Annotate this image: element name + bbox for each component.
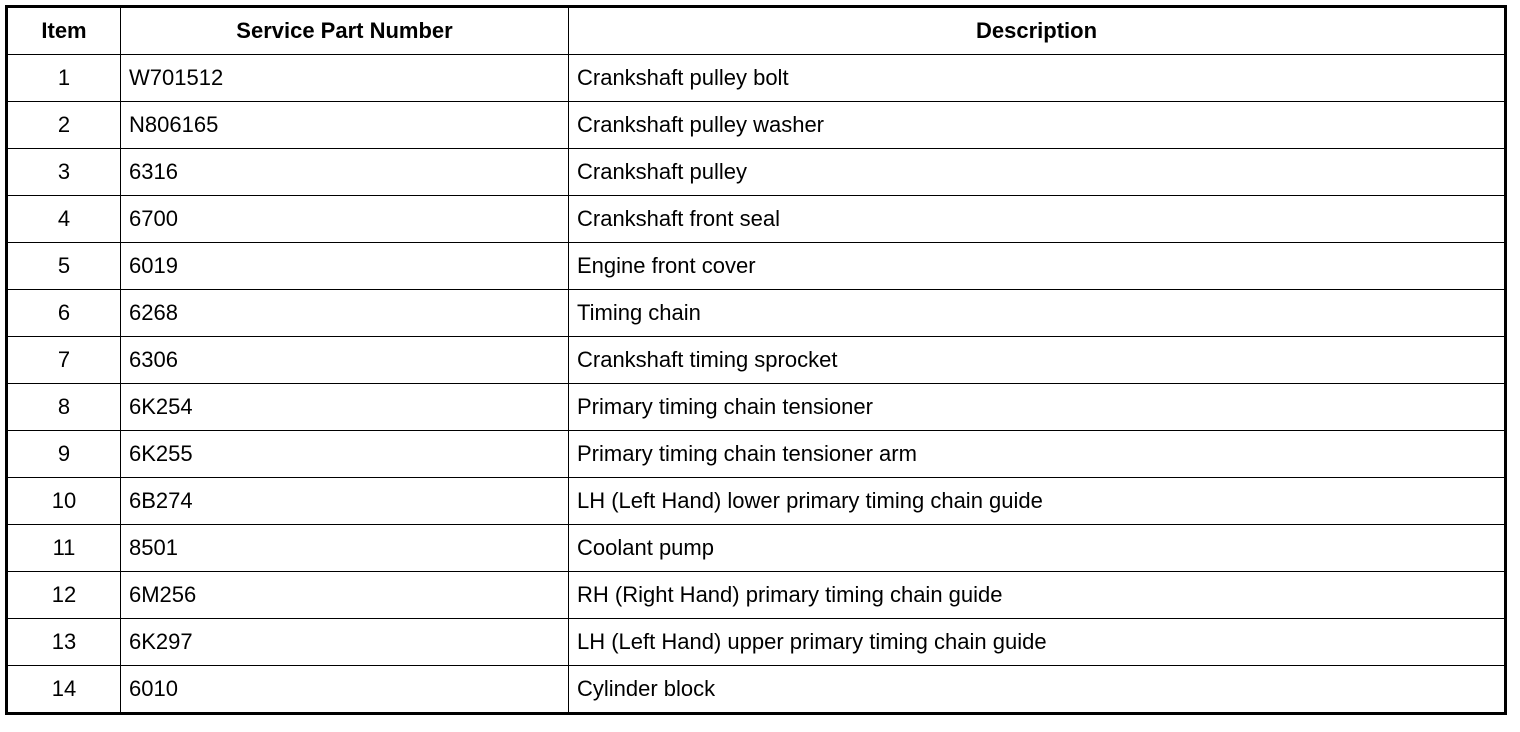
item-number: 10 xyxy=(7,478,121,525)
part-number: 6010 xyxy=(121,666,569,714)
part-description: Crankshaft timing sprocket xyxy=(569,337,1506,384)
part-description: LH (Left Hand) lower primary timing chain guide xyxy=(569,478,1506,525)
part-description: Crankshaft pulley xyxy=(569,149,1506,196)
part-description: Engine front cover xyxy=(569,243,1506,290)
part-number: 6K297 xyxy=(121,619,569,666)
part-number: 6K254 xyxy=(121,384,569,431)
part-number: 6B274 xyxy=(121,478,569,525)
item-number: 14 xyxy=(7,666,121,714)
table-row xyxy=(7,666,1506,714)
item-number: 12 xyxy=(7,572,121,619)
item-number: 4 xyxy=(7,196,121,243)
table-row xyxy=(7,55,1506,102)
table-row xyxy=(7,149,1506,196)
part-description: Crankshaft front seal xyxy=(569,196,1506,243)
part-description: RH (Right Hand) primary timing chain guide xyxy=(569,572,1506,619)
part-number: 6M256 xyxy=(121,572,569,619)
item-number: 5 xyxy=(7,243,121,290)
item-number: 7 xyxy=(7,337,121,384)
part-description: Cylinder block xyxy=(569,666,1506,714)
table-row xyxy=(7,525,1506,572)
table-row xyxy=(7,478,1506,525)
table-row xyxy=(7,290,1506,337)
item-number: 3 xyxy=(7,149,121,196)
part-number: W701512 xyxy=(121,55,569,102)
item-number: 2 xyxy=(7,102,121,149)
item-number: 9 xyxy=(7,431,121,478)
part-number: 6316 xyxy=(121,149,569,196)
part-description: Crankshaft pulley washer xyxy=(569,102,1506,149)
header-row xyxy=(7,7,1506,55)
table-header xyxy=(7,7,1506,55)
table-row xyxy=(7,243,1506,290)
item-number: 8 xyxy=(7,384,121,431)
table-row xyxy=(7,102,1506,149)
part-number: 6268 xyxy=(121,290,569,337)
part-number: 6K255 xyxy=(121,431,569,478)
table-row xyxy=(7,619,1506,666)
header-item: Item xyxy=(7,7,121,55)
part-description: Coolant pump xyxy=(569,525,1506,572)
part-number: 6306 xyxy=(121,337,569,384)
part-number: N806165 xyxy=(121,102,569,149)
item-number: 6 xyxy=(7,290,121,337)
part-description: Primary timing chain tensioner xyxy=(569,384,1506,431)
table-row xyxy=(7,431,1506,478)
part-description: Crankshaft pulley bolt xyxy=(569,55,1506,102)
part-description: Primary timing chain tensioner arm xyxy=(569,431,1506,478)
part-description: Timing chain xyxy=(569,290,1506,337)
table-row xyxy=(7,196,1506,243)
service-parts-table xyxy=(5,5,1507,715)
header-description: Description xyxy=(569,7,1506,55)
item-number: 11 xyxy=(7,525,121,572)
header-service-part-number: Service Part Number xyxy=(121,7,569,55)
table-row xyxy=(7,337,1506,384)
part-number: 6700 xyxy=(121,196,569,243)
table-row xyxy=(7,572,1506,619)
table-row xyxy=(7,384,1506,431)
part-number: 8501 xyxy=(121,525,569,572)
item-number: 13 xyxy=(7,619,121,666)
item-number: 1 xyxy=(7,55,121,102)
part-description: LH (Left Hand) upper primary timing chain guide xyxy=(569,619,1506,666)
part-number: 6019 xyxy=(121,243,569,290)
table-body xyxy=(7,55,1506,714)
